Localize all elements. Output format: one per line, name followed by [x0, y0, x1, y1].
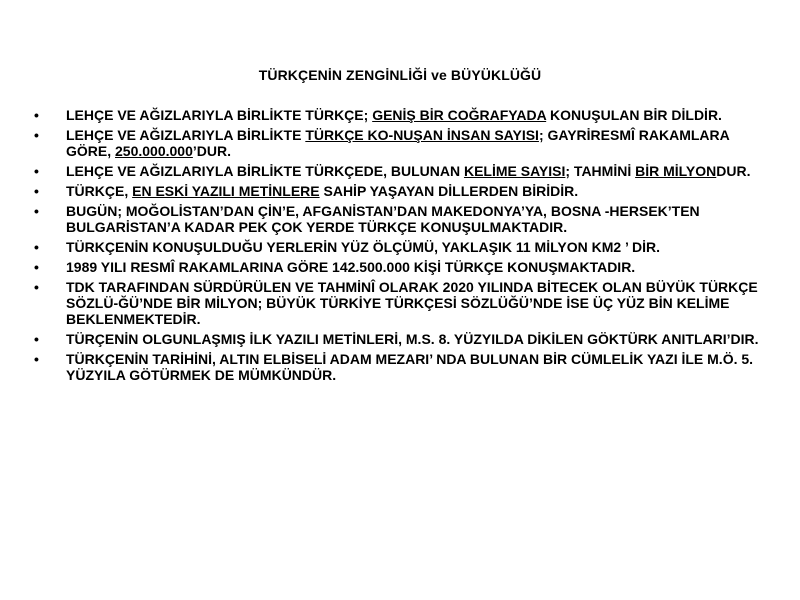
bullet-text: ’DUR. [192, 143, 231, 159]
bullet-item [0, 127, 800, 159]
bullet-text: KONUŞULAN BİR DİLDİR. [546, 107, 722, 123]
bullet-text: ; GAYRİRESMÎ RAKAMLARA GÖRE, [66, 127, 730, 159]
bullet-text: TÜRKÇENİN KONUŞULDUĞU YERLERİN YÜZ ÖLÇÜMÜ, YAKLAŞIK 11 MİLYON KM2 ’ DİR. [66, 239, 661, 255]
bullet-underlined-text: TÜRKÇE KO-NUŞAN İNSAN SAYISI [305, 127, 539, 143]
bullet-text: ; TAHMİNİ [565, 163, 636, 179]
bullet-underlined-text: GENİŞ BİR COĞRAFYADA [372, 107, 547, 123]
bullet-item [0, 351, 800, 383]
bullet-item [0, 331, 800, 347]
bullet-underlined-text: EN ESKİ YAZILI METİNLERE [132, 183, 320, 199]
bullet-text: LEHÇE VE AĞIZLARIYLA BİRLİKTE TÜRKÇE; [66, 107, 373, 123]
bullet-item [0, 163, 800, 179]
slide-title: TÜRKÇENİN ZENGİNLİĞİ ve BÜYÜKLÜĞÜ [258, 67, 542, 83]
bullet-text: TÜRÇENİN OLGUNLAŞMIŞ İLK YAZILI METİNLERİ, M.S. 8. YÜZYILDA DİKİLEN GÖKTÜRK ANITLARI’DIR. [66, 331, 759, 347]
bullet-text: TÜRKÇENİN TARİHİNİ, ALTIN ELBİSELİ ADAM MEZARI’ NDA BULUNAN BİR CÜMLELİK YAZI İLE M.Ö. 5. YÜZYILA GÖTÜRMEK DE MÜMKÜNDÜR. [66, 351, 754, 383]
bullet-text: LEHÇE VE AĞIZLARIYLA BİRLİKTE TÜRKÇEDE, BULUNAN [66, 163, 464, 179]
bullet-text: 1989 YILI RESMÎ RAKAMLARINA GÖRE 142.500.000 KİŞİ TÜRKÇE KONUŞMAKTADIR. [66, 259, 636, 275]
bullet-text: TÜRKÇE, [66, 183, 133, 199]
bullet-item [0, 183, 800, 199]
bullet-text: SAHİP YAŞAYAN DİLLERDEN BİRİDİR. [319, 183, 579, 199]
bullet-text: DUR. [716, 163, 751, 179]
bullet-text: LEHÇE VE AĞIZLARIYLA BİRLİKTE [66, 127, 306, 143]
bullet-item [0, 239, 800, 255]
bullet-text: BUGÜN; MOĞOLİSTAN’DAN ÇİN’E, AFGANİSTAN’DAN MAKEDONYA’YA, BOSNA -HERSEK’TEN BULGARİSTAN’A KADAR PEK ÇOK YERDE TÜRKÇE KONUŞULMAKTADIR. [66, 203, 700, 235]
bullet-underlined-text: 250.000.000 [115, 143, 193, 159]
bullet-list [0, 107, 800, 387]
bullet-underlined-text: KELİME SAYISI [463, 163, 566, 179]
bullet-text: TDK TARAFINDAN SÜRDÜRÜLEN VE TAHMİNÎ OLARAK 2020 YILINDA BİTECEK OLAN BÜYÜK TÜRKÇE SÖZLÜ-ĞÜ’NDE BİR MİLYON; BÜYÜK TÜRKİYE TÜRKÇESİ SÖZLÜĞÜ’NDE İSE ÜÇ YÜZ BİN KELİME BEKLENMEKTEDİR. [66, 279, 758, 327]
bullet-item [0, 259, 800, 275]
bullet-item [0, 203, 800, 235]
bullet-item [0, 107, 800, 123]
bullet-item [0, 279, 800, 327]
bullet-underlined-text: BİR MİLYON [635, 163, 717, 179]
